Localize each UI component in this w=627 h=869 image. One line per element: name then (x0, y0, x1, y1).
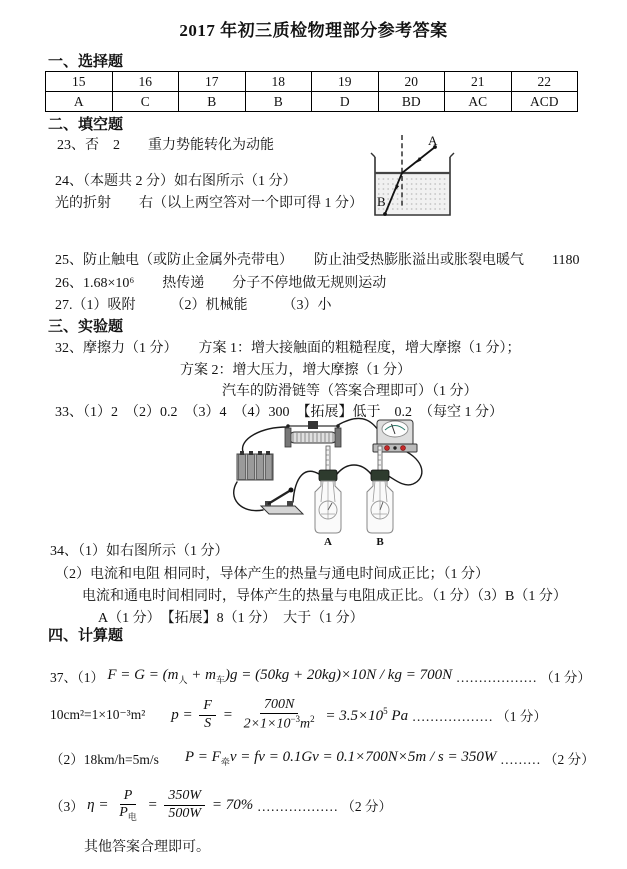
formula-text: （3） (50, 799, 88, 814)
formula-text: 10cm²=1×10⁻³m² (50, 707, 146, 722)
answer-row (46, 92, 578, 112)
question-number-cell: 15 (46, 72, 113, 92)
formula-math: η = (87, 796, 113, 813)
question-number-cell: 20 (378, 72, 445, 92)
formula-text: ……………… （1 分） (455, 670, 591, 685)
question-number-cell: 18 (245, 72, 312, 92)
bottle-a (315, 446, 341, 533)
rheostat-icon (285, 421, 341, 447)
formula-fraction: $\frac{350W}{500W}$ (164, 788, 205, 821)
formula-line-37-2 (50, 748, 595, 768)
answer-line-q34a: 34、（1）如右图所示（1 分） (50, 544, 229, 559)
answer-line-q33: 33、（1）2 （2）0.2 （3）4 （4）300 【拓展】低于 0.2 （每空 1 分） (55, 405, 503, 420)
answer-cell: D (312, 92, 379, 112)
section-heading-fill: 二、填空题 (48, 117, 124, 133)
section-heading-experiment: 三、实验题 (48, 319, 124, 335)
formula-fraction: $\frac{700N}{2\times 1\times 10^{-3}m^2}$ (243, 697, 315, 732)
formula-text: （2）18km/h=5m/s (50, 752, 159, 767)
answer-line-q26: 26、1.68×10⁶ 热传递 分子不停地做无规则运动 (55, 276, 387, 291)
formula-math: = (218, 706, 237, 723)
bottle-a-label: A (324, 536, 332, 546)
question-number-cell: 16 (112, 72, 179, 92)
answer-cell: B (245, 92, 312, 112)
point-a-label: A (428, 133, 438, 148)
question-number-cell: 19 (312, 72, 379, 92)
formula-line-37-1b (50, 694, 547, 736)
formula-text: ……… （2 分） (500, 752, 595, 767)
answer-line-q27: 27.（1）吸附 （2）机械能 （3）小 (55, 298, 332, 313)
answer-cell: C (112, 92, 179, 112)
answer-cell: ACD (511, 92, 578, 112)
answer-cell: B (179, 92, 246, 112)
section-heading-choice: 一、选择题 (48, 54, 124, 70)
answer-line-q32c: 汽车的防滑链等（答案合理即可）（1 分） (222, 384, 478, 399)
answer-line-q24a: 24、（本题共 2 分）如右图所示（1 分） (55, 174, 297, 189)
question-number-row (46, 72, 578, 92)
circuit-figure (213, 412, 431, 546)
page-title: 2017 年初三质检物理部分参考答案 (179, 21, 448, 40)
refraction-figure (366, 127, 478, 233)
battery-icon (237, 451, 273, 480)
answer-line-q25: 25、防止触电（或防止金属外壳带电） 防止油受热膨胀溢出或胀裂电暖气 1180 (55, 253, 580, 268)
formula-fraction: $\frac{F}{S}$ (199, 698, 216, 731)
formula-math: = 70% (208, 796, 257, 813)
answer-line-q34d: A（1 分） 【拓展】8（1 分） 大于（1 分） (98, 611, 364, 626)
bottle-b (367, 446, 393, 533)
question-number-cell: 21 (445, 72, 512, 92)
choice-answer-table (45, 71, 578, 112)
incident-ray (402, 145, 437, 173)
formula-text: ……………… （1 分） (411, 709, 547, 724)
formula-math: $F = G = (m_人 + m_车)g = (50kg + 20kg)\times 10N$ / kg = 700N (107, 666, 456, 685)
formula-math: p = (171, 706, 197, 723)
section-heading-calculation: 四、计算题 (48, 628, 124, 644)
answer-line-q32b: 方案 2：增大压力，增大摩擦（1 分） (180, 363, 411, 378)
answer-cell: BD (378, 92, 445, 112)
formula-text: ……………… （2 分） (256, 799, 392, 814)
formula-line-37-3 (50, 783, 392, 827)
question-number-cell: 22 (511, 72, 578, 92)
formula-line-37-1 (50, 666, 591, 686)
answer-line-q34b: （2）电流和电阻 相同时，导体产生的热量与通电时间成正比；（1 分） (55, 567, 489, 582)
footer-note: 其他答案合理即可。 (84, 840, 210, 855)
answer-line-q23: 23、否 2 重力势能转化为动能 (57, 138, 274, 153)
bottle-b-label: B (376, 536, 384, 546)
formula-math: $P = F_牵v$ = fv = 0.1Gv = 0.1×700N×5m / s = 350W (184, 748, 501, 767)
answer-line-q24b: 光的折射 右（以上两空答对一个即可得 1 分） (55, 196, 363, 211)
formula-math: = $3.5\times 10^5$ Pa (321, 705, 412, 724)
formula-text: 37、（1） (50, 670, 108, 685)
point-b-label: B (377, 194, 386, 209)
answer-line-q32a: 32、摩擦力（1 分） 方案 1：增大接触面的粗糙程度，增大摩擦（1 分）； (55, 341, 521, 356)
formula-math: = (143, 796, 162, 813)
answer-line-q34c-right: （3）B（1 分） (470, 589, 567, 604)
answer-cell: A (46, 92, 113, 112)
question-number-cell: 17 (179, 72, 246, 92)
answer-cell: AC (445, 92, 512, 112)
formula-fraction: $\frac{P}{P_电}$ (119, 787, 137, 822)
switch-icon (261, 488, 303, 515)
answer-line-q34c: 电流和通电时间相同时，导体产生的热量与电阻成正比。（1 分） (82, 589, 478, 604)
